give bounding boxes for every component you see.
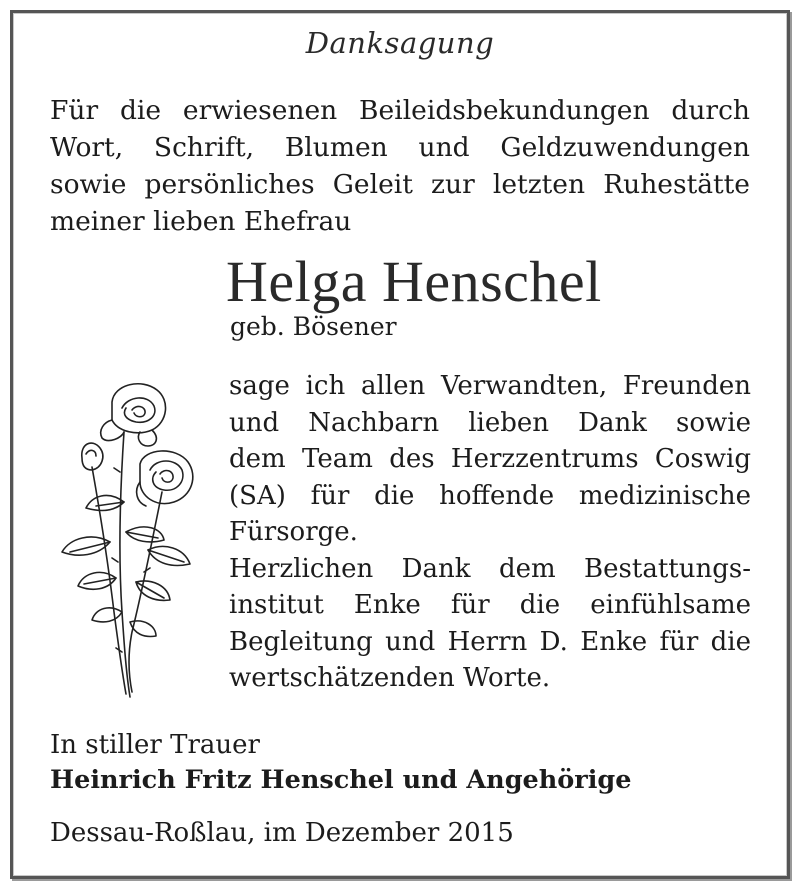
intro-line: sowie persönliches Geleit zur letzten Ruhestätte [50,169,750,200]
place-date: Dessau-Roßlau, im Dezember 2015 [50,818,514,848]
body-line: Begleitung und Herrn D. Enke für die [229,626,751,657]
maiden-name: geb. Bösener [230,312,397,341]
deceased-name: Helga Henschel [226,249,602,314]
body-line: wertschätzenden Worte. [229,663,551,693]
notice-title: Danksagung [305,26,495,60]
intro-line: Wort, Schrift, Blumen und Geldzuwendungen [50,132,750,163]
intro-line: meiner lieben Ehefrau [50,206,352,237]
thanks-paragraph [229,368,751,697]
body-line: und Nachbarn lieben Dank sowie [229,407,751,438]
intro-paragraph [50,92,750,240]
body-line: (SA) für die hoffende medizinische [229,480,751,511]
body-line: Fürsorge. [229,517,358,547]
intro-line: Für die erwiesenen Beileidsbekundungen durch [50,95,750,126]
body-line: institut Enke für die einfühlsame [229,590,751,620]
rose-icon [52,372,197,702]
body-line: Herzlichen Dank dem Bestattungs- [229,553,751,584]
closing-phrase: In stiller Trauer [50,730,260,760]
body-line: dem Team des Herzzentrums Coswig [229,444,751,474]
signatory: Heinrich Fritz Henschel und Angehörige [50,765,632,795]
body-line: sage ich allen Verwandten, Freunden [229,371,751,401]
